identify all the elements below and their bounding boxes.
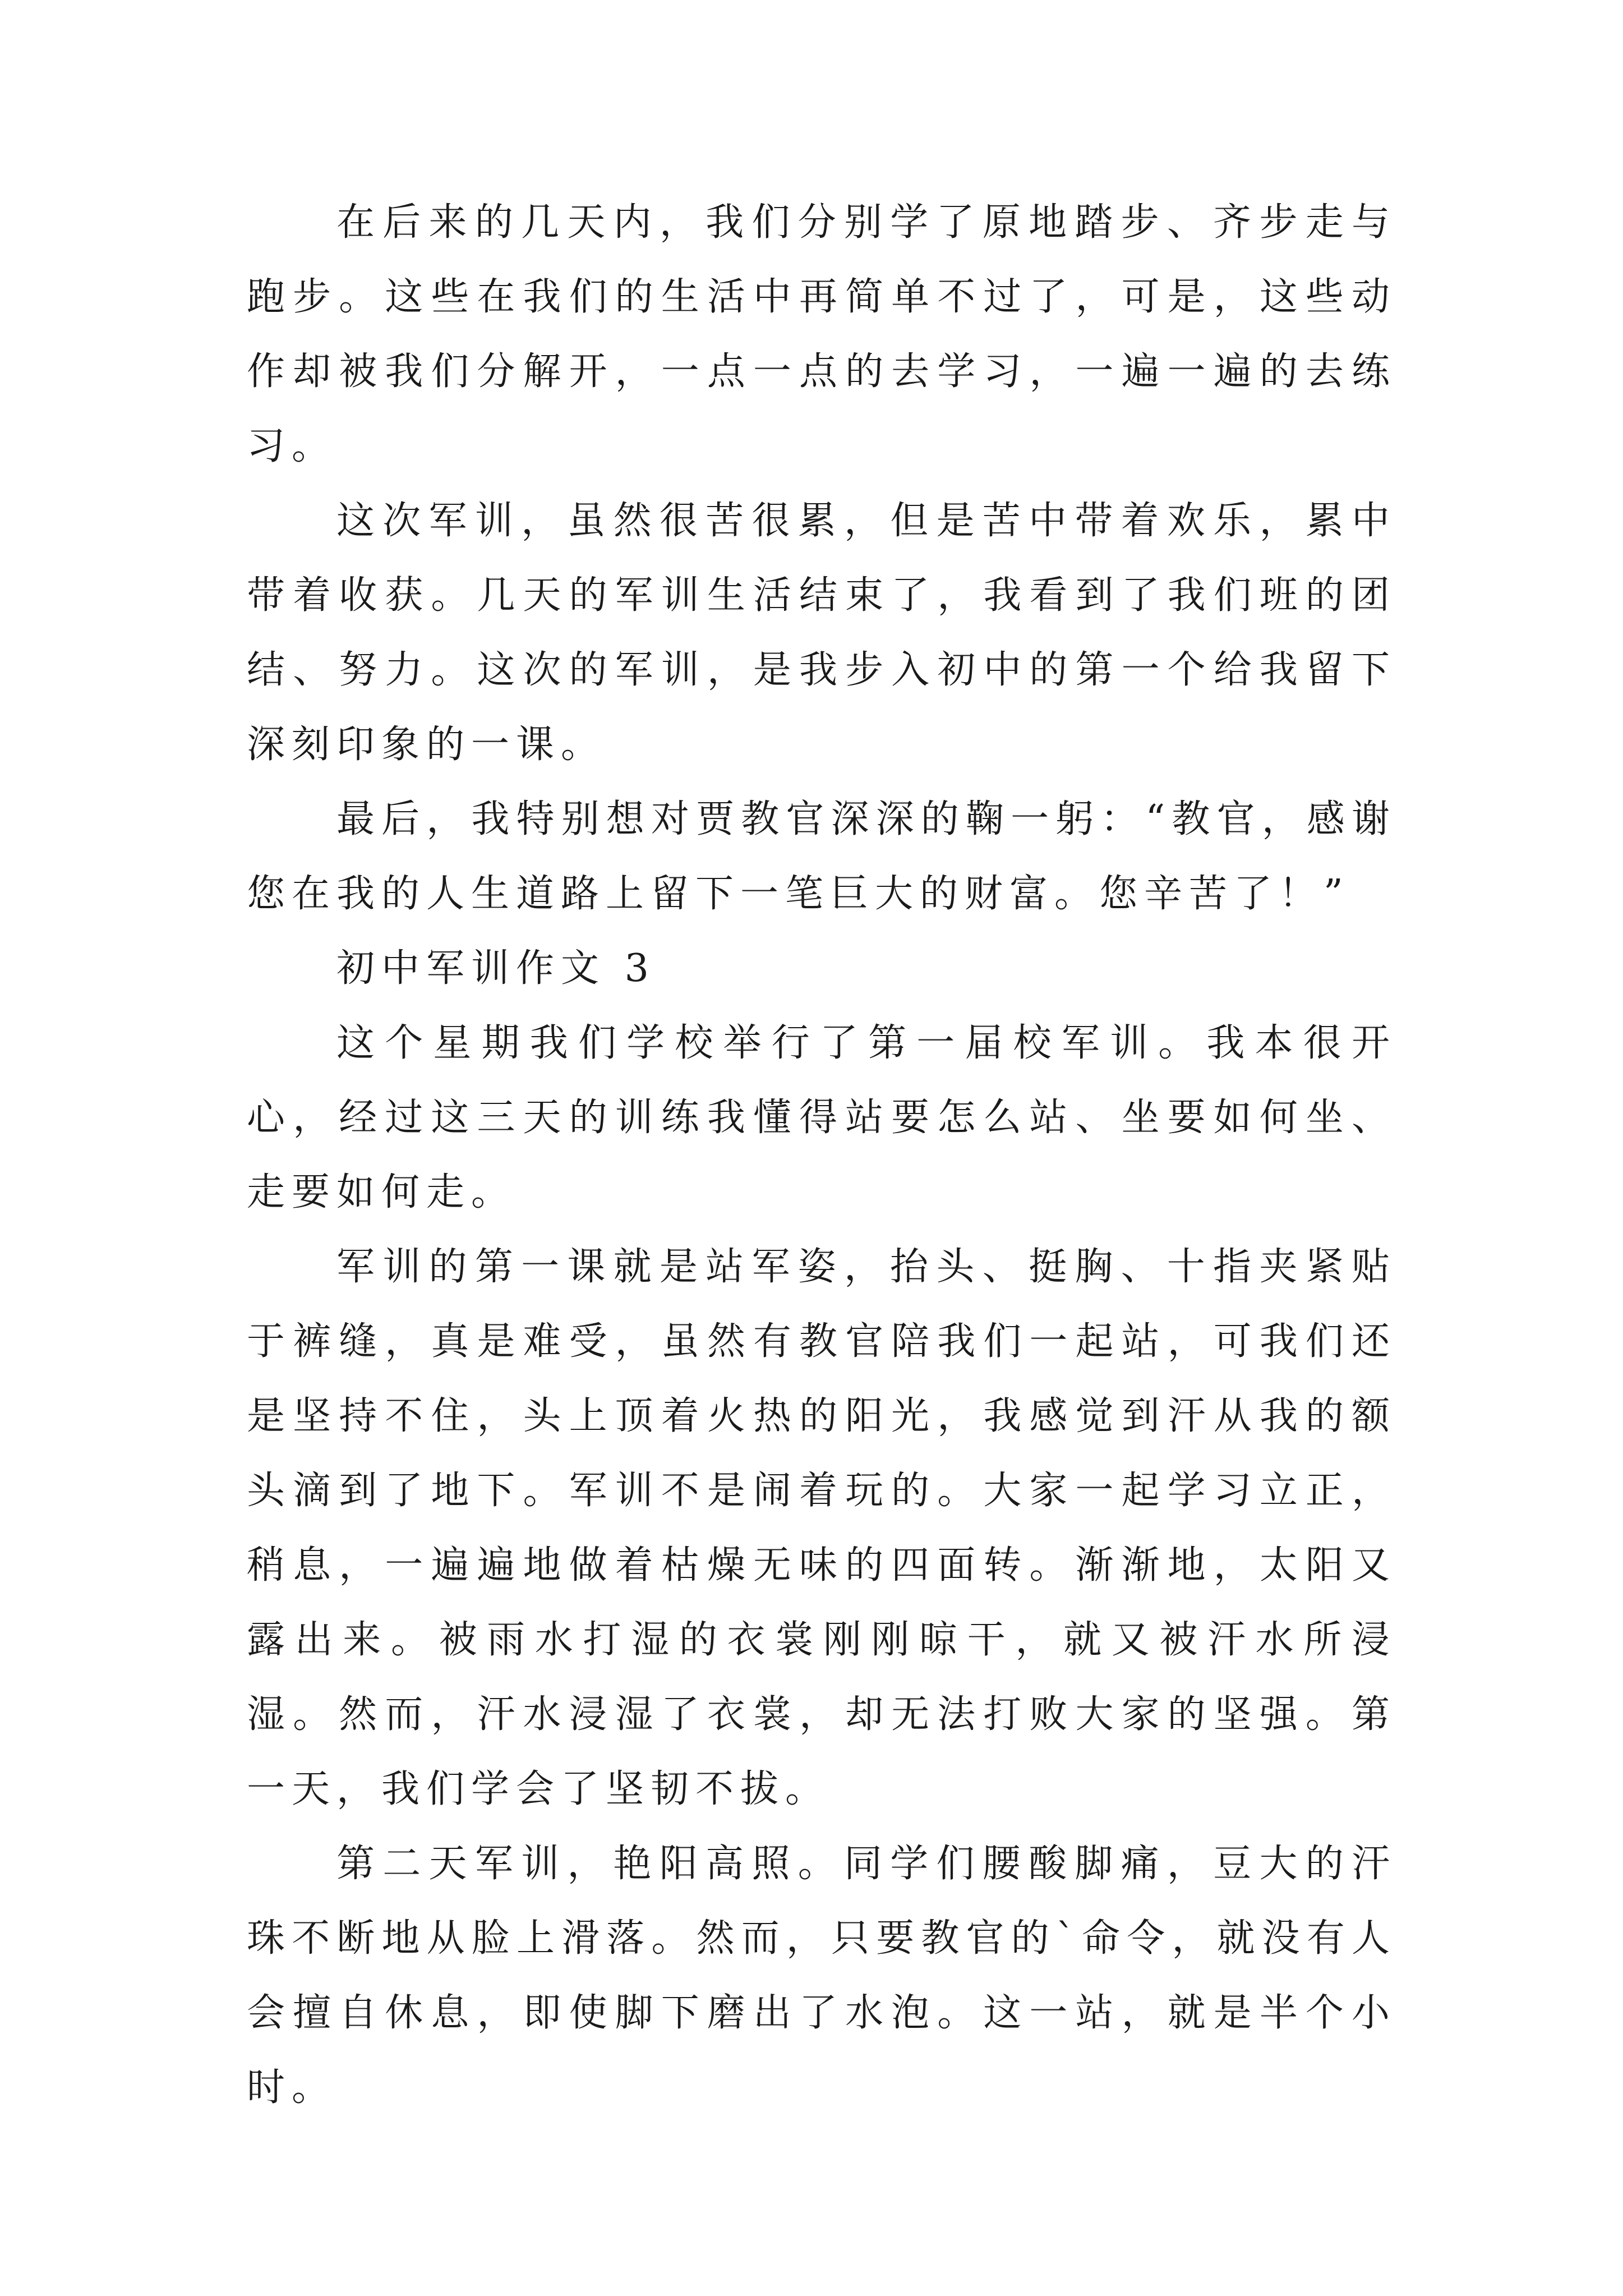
document-body [247,185,1396,2125]
paragraph-second-day: 第二天军训，艳阳高照。同学们腰酸脚痛，豆大的汗珠不断地从脸上滑落。然而，只要教官的`命令，就没有人会擅自休息，即使脚下磨出了水泡。这一站，就是半个小时。 [247,1842,1396,2110]
paragraph-military-posture: 军训的第一课就是站军姿，抬头、挺胸、十指夹紧贴于裤缝，真是难受，虽然有教官陪我们一起站，可我们还是坚持不住，头上顶着火热的阳光，我感觉到汗从我的额头滴到了地下。军训不是闹着玩的。大家一起学习立正，稍息，一遍遍地做着枯燥无味的四面转。渐渐地，太阳又露出来。被雨水打湿的衣裳刚刚晾干，就又被汗水所浸湿。然而，汗水浸湿了衣裳，却无法打败大家的坚强。第一天，我们学会了坚韧不拔。 [247,1245,1396,1811]
paragraph-thanks-instructor: 最后，我特别想对贾教官深深的鞠一躬：“教官，感谢您在我的人生道路上留下一笔巨大的财富。您辛苦了！” [247,797,1396,916]
paragraph-marching-practice: 在后来的几天内，我们分别学了原地踏步、齐步走与跑步。这些在我们的生活中再简单不过了，可是，这些动作却被我们分解开，一点一点的去学习，一遍一遍的去练习。 [247,200,1396,468]
paragraph-first-training: 这个星期我们学校举行了第一届校军训。我本很开心，经过这三天的训练我懂得站要怎么站、坐要如何坐、走要如何走。 [247,1021,1396,1214]
essay-heading: 初中军训作文 3 [336,946,656,991]
paragraph-training-reflection: 这次军训，虽然很苦很累，但是苦中带着欢乐，累中带着收获。几天的军训生活结束了，我看到了我们班的团结、努力。这次的军训，是我步入初中的第一个给我留下深刻印象的一课。 [247,499,1396,767]
